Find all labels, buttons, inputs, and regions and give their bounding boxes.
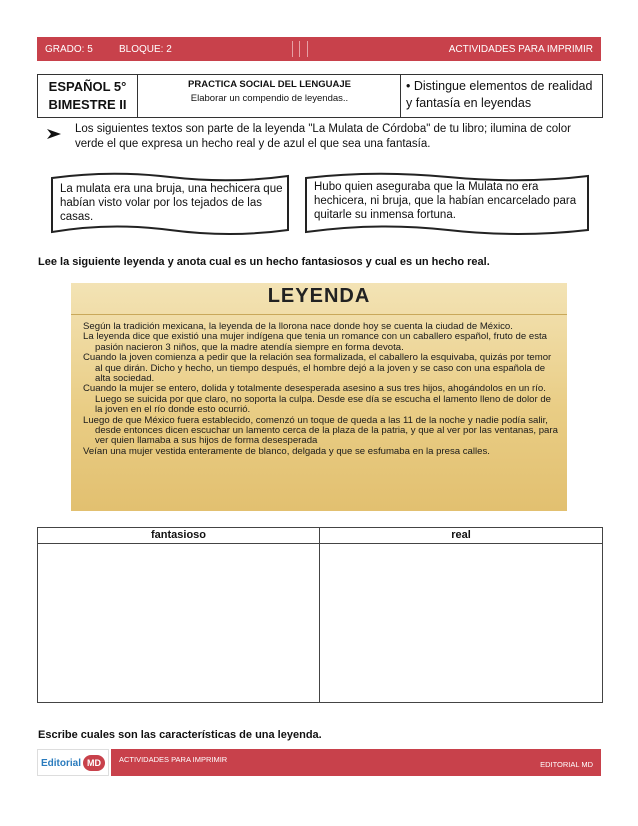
instruction-read-legend: Lee la siguiente leyenda y anota cual es un hecho fantasiosos y cual es un hecho real. — [38, 256, 490, 268]
practice-title: PRACTICA SOCIAL DEL LENGUAJE — [188, 79, 351, 90]
logo-badge: MD — [83, 755, 105, 771]
column-header-real: real — [320, 528, 602, 544]
subject-title: ESPAÑOL 5° — [48, 79, 127, 94]
practice-subtitle: Elaborar un compendio de leyendas.. — [190, 93, 349, 104]
activities-label: ACTIVIDADES PARA IMPRIMIR — [448, 44, 593, 55]
legend-box — [71, 283, 567, 511]
block-label: BLOQUE: 2 — [119, 44, 172, 55]
objective-cell: • Distingue elementos de realidad y fantasía en leyendas — [406, 79, 593, 110]
divider — [299, 41, 300, 57]
scroll-box-right[interactable] — [304, 172, 592, 234]
subject-cell — [38, 75, 138, 117]
top-header-bar — [37, 37, 601, 61]
instruction-characteristics: Escribe cuales son las características de una leyenda. — [38, 729, 322, 741]
answer-cell-fantasioso[interactable] — [38, 544, 319, 702]
instruction-mulata: Los siguientes textos son parte de la leyenda "La Mulata de Córdoba" de tu libro; ilumina de color verde el que expresa un hecho real y de azul el que sea una fantasía. — [75, 123, 571, 150]
footer-editorial-label: EDITORIAL MD — [540, 760, 593, 769]
answer-cell-real[interactable] — [320, 544, 602, 702]
arrow-icon — [46, 128, 62, 140]
legend-paragraph: Veían una mujer vestida enteramente de blanco, delgada y que se esfumaba en la presa calles. — [83, 445, 490, 457]
column-header-fantasioso: fantasioso — [38, 528, 319, 544]
divider — [292, 41, 293, 57]
scroll-text-right: Hubo quien aseguraba que la Mulata no era hechicera, ni bruja, que la habían encarcelado para quitarle su inmensa fortuna. — [314, 181, 577, 221]
title-divider — [71, 314, 567, 315]
scroll-box-left[interactable] — [50, 172, 292, 234]
footer-activities-label: ACTIVIDADES PARA IMPRIMIR — [119, 755, 228, 764]
editorial-logo — [37, 749, 109, 776]
legend-paragraph: Cuando la joven comienza a pedir que la relación sea formalizada, el caballero la esquivaba, quizás por temor al que dirán. Dicho y hecho, un tiempo después, el hombre dejó a la joven y se caso con una española de alta sociedad. — [83, 352, 552, 385]
answer-table — [37, 527, 603, 703]
footer-bar — [111, 749, 601, 776]
footer — [37, 749, 601, 776]
scroll-text-left: La mulata era una bruja, una hechicera que habían visto volar por los tejados de las casas. — [60, 183, 283, 223]
legend-title: LEYENDA — [267, 285, 371, 307]
legend-paragraph: Según la tradición mexicana, la leyenda de la llorona nace donde hoy se cuenta la ciudad de México. — [83, 321, 513, 332]
header-table — [37, 74, 603, 118]
legend-paragraph: La leyenda dice que existió una mujer indígena que tenia un romance con un caballero español, fruto de esta pasión nacieron 3 niños, que la madre atendía siempre en forma devota. — [83, 331, 548, 353]
legend-body — [83, 322, 559, 457]
divider — [307, 41, 308, 57]
legend-paragraph: Luego de que México fuera establecido, comenzó un toque de queda a las 11 de la noche y nadie podía salir, desde entonces dicen escuchar un lamento cerca de la plaza de la patria, y que al ver por las ventanas, para ver quien llamaba a sus hijos de forma desesperada — [83, 414, 558, 447]
subject-bimester: BIMESTRE II — [48, 97, 127, 112]
practice-cell — [139, 75, 401, 117]
grade-label: GRADO: 5 — [45, 44, 93, 55]
logo-text: Editorial — [41, 758, 82, 769]
legend-paragraph: Cuando la mujer se entero, dolida y totalmente desesperada asesino a sus tres hijos, ahogándolos en un río. Luego se suicida por que claro, no soporta la culpa. Desde ese día se escucha el lamento lleno de dolor de la joven en el río donde esto ocurrió. — [83, 383, 551, 416]
